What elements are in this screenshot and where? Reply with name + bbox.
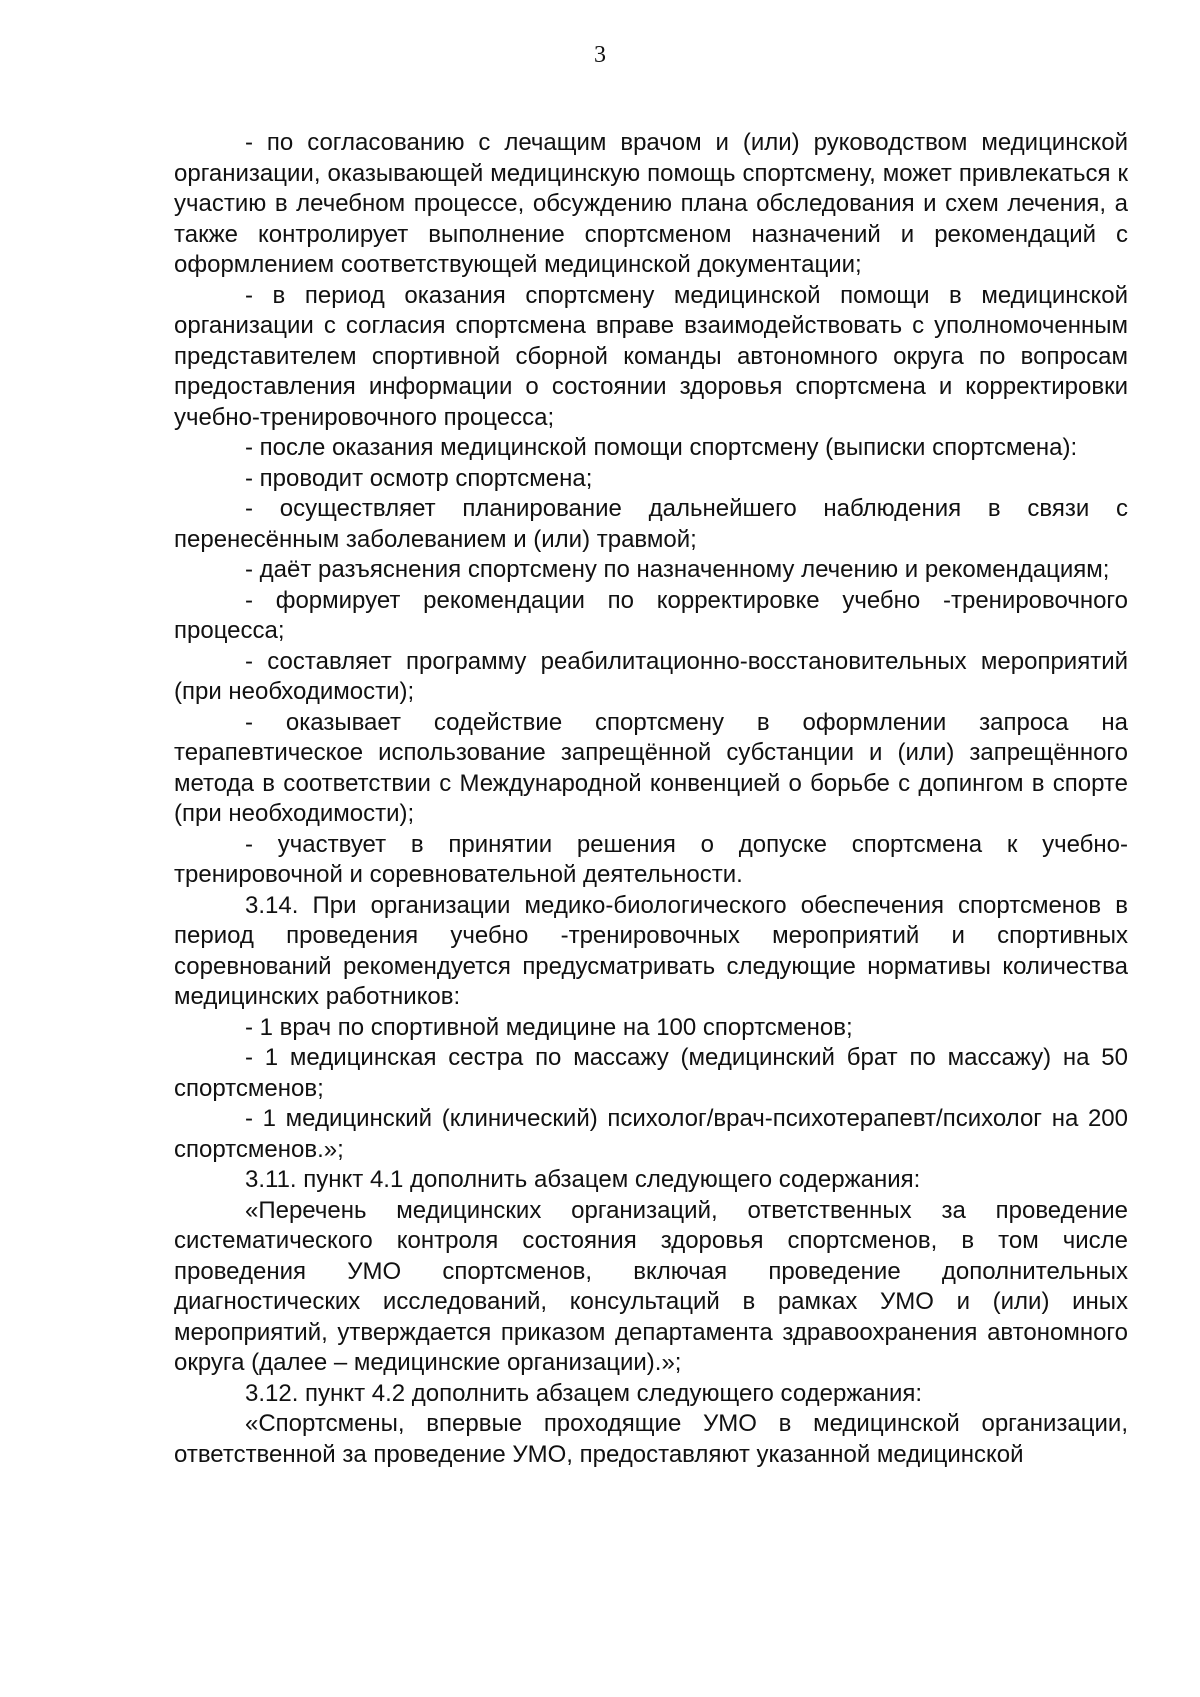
paragraph-norm-doctor: - 1 врач по спортивной медицине на 100 спортсменов; <box>245 1013 853 1041</box>
paragraph-organizations-list: «Перечень медицинских организаций, ответственных за проведение систематического контроля состояния здоровья спортсменов, в том числе проведения УМО спортсменов, включая проведение дополнительных диагностических исследований, консультаций в рамках УМО и (или) иных мероприятий, утверждается приказом департамента здравоохранения автономного округа (далее – медицинские организации).»; <box>174 1196 1128 1376</box>
paragraph-norm-nurse: - 1 медицинская сестра по массажу (медицинский брат по массажу) на 50 спортсменов; <box>174 1044 1128 1102</box>
paragraph-admission-decision: - участвует в принятии решения о допуске спортсмена к учебно-тренировочной и соревновательной деятельности. <box>174 830 1128 888</box>
paragraph-first-umo: «Спортсмены, впервые проходящие УМО в медицинской организации, ответственной за проведение УМО, предоставляют указанной медицинской <box>174 1410 1128 1468</box>
paragraph-section-3-14: 3.14. При организации медико-биологического обеспечения спортсменов в период проведения учебно -тренировочных мероприятий и спортивных соревнований рекомендуется предусматривать следующие нормативы количества медицинских работников: <box>174 891 1128 1010</box>
paragraph-interaction: - в период оказания спортсмену медицинской помощи в медицинской организации с согласия спортсмена вправе взаимодействовать с уполномоченным представителем спортивной сборной команды автономного округа по вопросам предоставления информации о состоянии здоровья спортсмена и корректировки учебно-тренировочного процесса; <box>174 281 1128 431</box>
paragraph-section-3-11: 3.11. пункт 4.1 дополнить абзацем следующего содержания: <box>245 1166 921 1193</box>
document-body <box>174 128 1128 1470</box>
paragraph-after-discharge: - после оказания медицинской помощи спортсмену (выписки спортсмена): <box>245 434 1078 461</box>
paragraph-norm-psychologist: - 1 медицинский (клинический) психолог/врач-психотерапевт/психолог на 200 спортсменов.»; <box>174 1105 1128 1163</box>
paragraph-planning: - осуществляет планирование дальнейшего наблюдения в связи с перенесённым заболеванием и (или) травмой; <box>174 495 1128 553</box>
page-number: 3 <box>594 42 606 68</box>
paragraph-consultation: - по согласованию с лечащим врачом и (или) руководством медицинской организации, оказывающей медицинскую помощь спортсмену, может привлекаться к участию в лечебном процессе, обсуждению плана обследования и схем лечения, а также контролирует выполнение спортсменом назначений и рекомендаций с оформлением соответствующей медицинской документации; <box>174 129 1128 278</box>
paragraph-therapeutic-use: - оказывает содействие спортсмену в оформлении запроса на терапевтическое использование запрещённой субстанции и (или) запрещённого метода в соответствии с Международной конвенцией о борьбе с допингом в спорте (при необходимости); <box>174 708 1128 827</box>
paragraph-explanations: - даёт разъяснения спортсмену по назначенному лечению и рекомендациям; <box>245 556 1110 583</box>
paragraph-examination: - проводит осмотр спортсмена; <box>245 464 593 492</box>
paragraph-training-correction: - формирует рекомендации по корректировке учебно -тренировочного процесса; <box>174 586 1128 644</box>
paragraph-rehabilitation: - составляет программу реабилитационно-восстановительных мероприятий (при необходимости); <box>174 647 1128 705</box>
paragraph-section-3-12: 3.12. пункт 4.2 дополнить абзацем следующего содержания: <box>245 1379 923 1407</box>
